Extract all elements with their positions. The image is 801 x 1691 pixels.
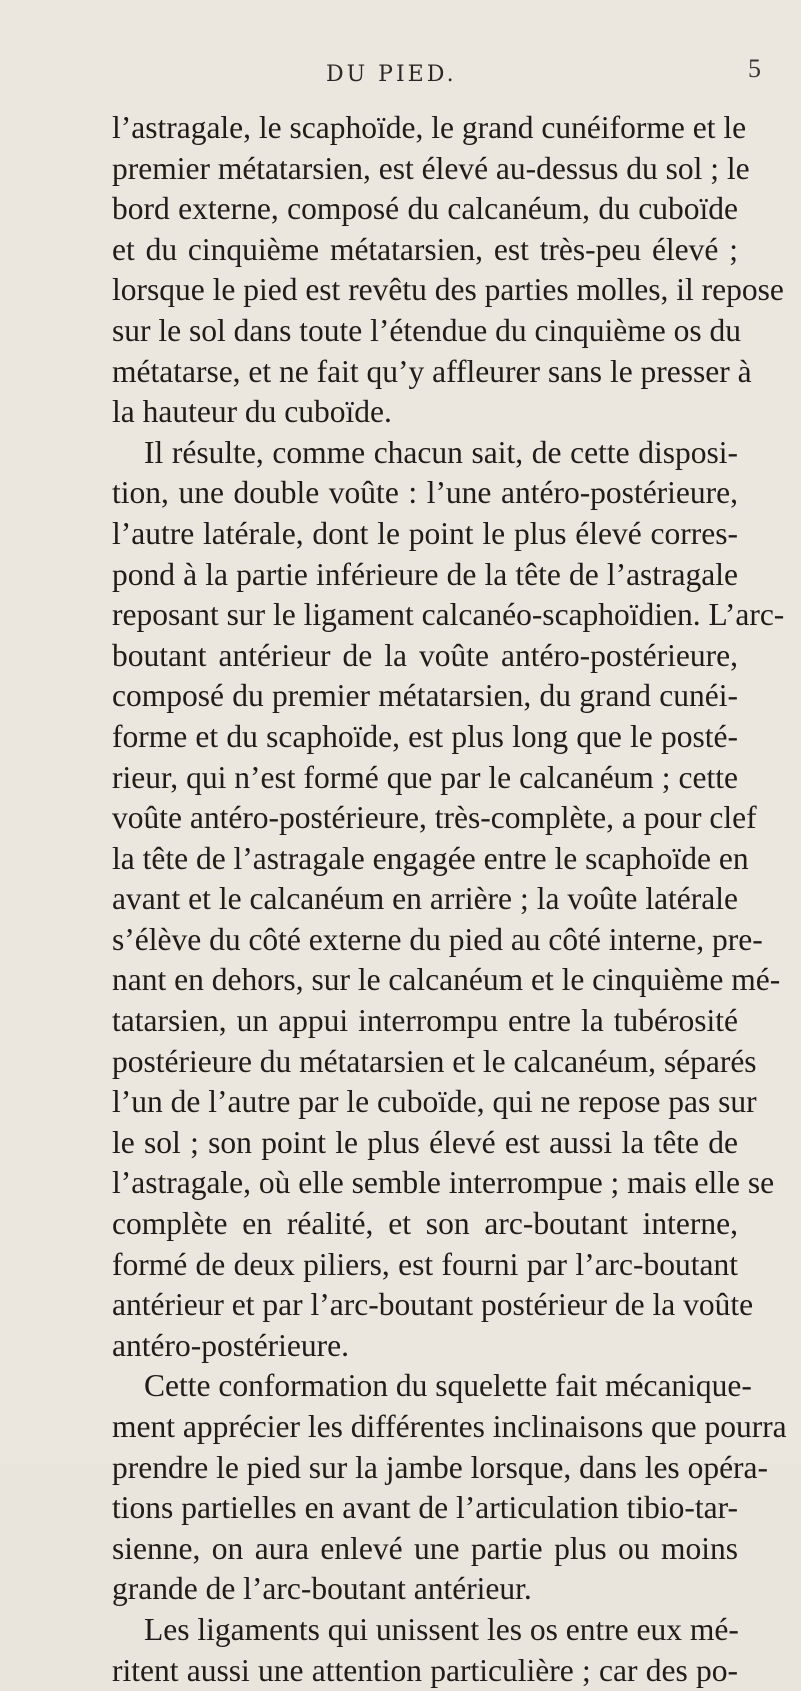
text-line: Cette conformation du squelette fait mécanique- bbox=[144, 1368, 752, 1404]
text-line: antéro-postérieure. bbox=[112, 1327, 350, 1363]
text-line: métatarse, et ne fait qu’y affleurer sans le presser à bbox=[112, 353, 752, 389]
text-line: l’astragale, le scaphoïde, le grand cunéiforme et le bbox=[112, 110, 747, 145]
text-line: nant en dehors, sur le calcanéum et le cinquième mé- bbox=[112, 962, 781, 998]
text-line: l’autre latérale, dont le point le plus élevé corres- bbox=[112, 515, 738, 551]
text-line: composé du premier métatarsien, du grand cunéi- bbox=[112, 678, 738, 714]
text-line: pond à la partie inférieure de la tête de l’astragale bbox=[112, 556, 738, 592]
text-line: Il résulte, comme chacun sait, de cette disposi- bbox=[144, 434, 738, 470]
text-line: rieur, qui n’est formé que par le calcanéum ; cette bbox=[112, 759, 738, 795]
text-line: complète en réalité, et son arc-boutant interne, bbox=[112, 1206, 738, 1242]
text-line: Les ligaments qui unissent les os entre eux mé- bbox=[144, 1611, 739, 1647]
text-line: lorsque le pied est revêtu des parties molles, il repose bbox=[112, 272, 784, 308]
running-title: DU PIED. bbox=[326, 62, 457, 87]
text-line: postérieure du métatarsien et le calcanéum, séparés bbox=[112, 1043, 757, 1079]
text-line: forme et du scaphoïde, est plus long que le posté- bbox=[112, 718, 738, 754]
text-line: sienne, on aura enlevé une partie plus ou moins bbox=[112, 1530, 738, 1566]
text-line: antérieur et par l’arc-boutant postérieur de la voûte bbox=[112, 1287, 754, 1323]
text-line: tatarsien, un appui interrompu entre la tubérosité bbox=[112, 1003, 738, 1039]
text-line: le sol ; son point le plus élevé est aussi la tête de bbox=[112, 1124, 738, 1160]
text-line: boutant antérieur de la voûte antéro-postérieure, bbox=[112, 637, 738, 673]
text-line: voûte antéro-postérieure, très-complète, a pour clef bbox=[112, 800, 757, 836]
text-line: la hauteur du cuboïde. bbox=[112, 394, 392, 430]
text-line: ment apprécier les différentes inclinaisons que pourra bbox=[112, 1409, 787, 1444]
text-line: l’un de l’autre par le cuboïde, qui ne repose pas sur bbox=[112, 1084, 757, 1120]
text-line: tions partielles en avant de l’articulation tibio-tar- bbox=[112, 1490, 738, 1526]
text-line: ritent aussi une attention particulière ; car des po- bbox=[112, 1652, 738, 1688]
text-line: bord externe, composé du calcanéum, du cuboïde bbox=[112, 191, 738, 227]
text-line: s’élève du côté externe du pied au côté interne, pre- bbox=[112, 921, 763, 957]
body-text bbox=[112, 108, 787, 1691]
text-line: reposant sur le ligament calcanéo-scaphoïdien. L’arc- bbox=[112, 597, 785, 633]
text-line: grande de l’arc-boutant antérieur. bbox=[112, 1571, 532, 1607]
text-line: tion, une double voûte : l’une antéro-postérieure, bbox=[112, 475, 738, 511]
text-line: avant et le calcanéum en arrière ; la voûte latérale bbox=[112, 881, 738, 917]
text-line: la tête de l’astragale engagée entre le scaphoïde en bbox=[112, 840, 749, 876]
text-line: sur le sol dans toute l’étendue du cinquième os du bbox=[112, 312, 741, 348]
text-line: et du cinquième métatarsien, est très-peu élevé ; bbox=[112, 231, 738, 267]
text-line: formé de deux piliers, est fourni par l’arc-boutant bbox=[112, 1246, 738, 1282]
text-line: premier métatarsien, est élevé au-dessus du sol ; le bbox=[112, 150, 750, 186]
text-line: prendre le pied sur la jambe lorsque, dans les opéra- bbox=[112, 1449, 769, 1485]
text-line: l’astragale, où elle semble interrompue ; mais elle se bbox=[112, 1165, 775, 1201]
page-number: 5 bbox=[748, 54, 761, 83]
page-header bbox=[0, 54, 801, 102]
